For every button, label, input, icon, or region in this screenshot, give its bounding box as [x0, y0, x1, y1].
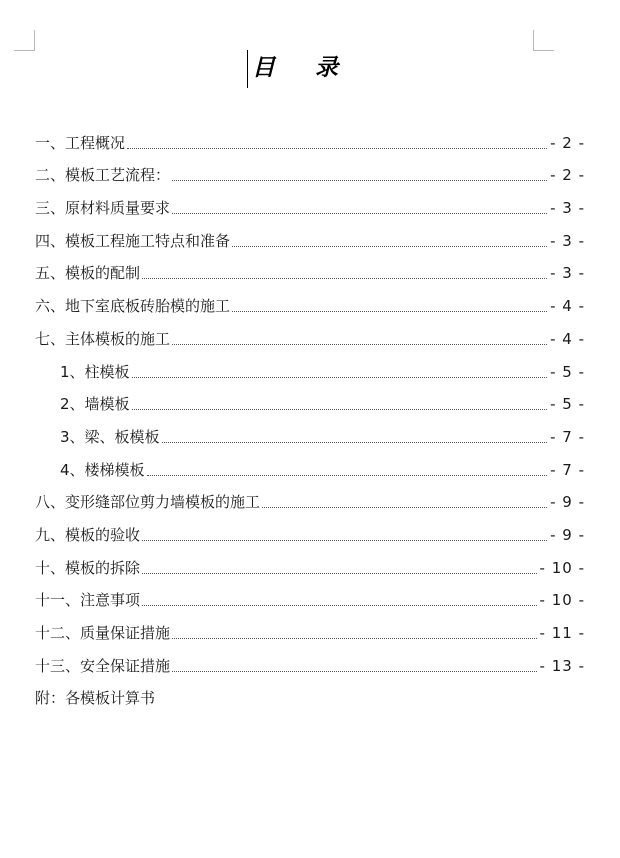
- toc-dot-leader: [172, 671, 537, 672]
- toc-dot-leader: [172, 638, 537, 639]
- toc-entry-page-number: - 9 -: [550, 493, 585, 512]
- toc-dot-leader: [132, 409, 548, 410]
- toc-appendix-text: 附：各模板计算书: [35, 689, 156, 708]
- toc-entry[interactable]: [35, 643, 585, 676]
- toc-entry[interactable]: [35, 218, 585, 251]
- toc-entry-text: 十一、注意事项: [35, 591, 141, 610]
- toc-entry-text: 七、主体模板的施工: [35, 329, 171, 348]
- toc-entry-text: 四、模板工程施工特点和准备: [35, 231, 231, 250]
- toc-entry-text: 八、变形缝部位剪力墙模板的施工: [35, 493, 261, 512]
- toc-entry-page-number: - 10 -: [539, 558, 585, 577]
- toc-entry[interactable]: [35, 251, 585, 284]
- toc-entry-page-number: - 13 -: [539, 656, 585, 675]
- toc-entry[interactable]: [35, 610, 585, 643]
- toc-appendix-row[interactable]: [35, 676, 585, 709]
- toc-dot-leader: [142, 605, 537, 606]
- toc-entry-page-number: - 10 -: [539, 591, 585, 610]
- toc-entry-page-number: - 5 -: [550, 395, 585, 414]
- toc-entry-page-number: - 4 -: [550, 297, 585, 316]
- toc-entry-page-number: - 3 -: [550, 199, 585, 218]
- text-cursor: [247, 50, 248, 88]
- toc-entry-page-number: - 5 -: [550, 362, 585, 381]
- toc-entry-text: 二、模板工艺流程：: [35, 166, 171, 185]
- toc-dot-leader: [142, 278, 547, 279]
- toc-entry-page-number: - 3 -: [550, 231, 585, 250]
- toc-dot-leader: [162, 442, 548, 443]
- toc-entry-text: 3、梁、板模板: [60, 427, 160, 446]
- toc-dot-leader: [232, 311, 547, 312]
- toc-entry-page-number: - 7 -: [550, 427, 585, 446]
- toc-dot-leader: [142, 573, 537, 574]
- toc-entry-text: 三、原材料质量要求: [35, 199, 171, 218]
- toc-dot-leader: [127, 148, 547, 149]
- toc-entry[interactable]: [35, 447, 585, 480]
- toc-entry-text: 六、地下室底板砖胎模的施工: [35, 297, 231, 316]
- toc-entry[interactable]: [35, 382, 585, 415]
- toc-entry-text: 十、模板的拆除: [35, 558, 141, 577]
- toc-entries: [35, 120, 585, 676]
- toc-entry[interactable]: [35, 545, 585, 578]
- toc-entry-text: 十二、质量保证措施: [35, 624, 171, 642]
- toc-entry[interactable]: [35, 414, 585, 447]
- toc-entry-page-number: - 3 -: [550, 264, 585, 283]
- toc-entry-text: 1、柱模板: [60, 362, 130, 381]
- toc-entry[interactable]: [35, 349, 585, 382]
- document-title: 目 录: [252, 54, 355, 81]
- page-corner-mark-top-right: [533, 30, 554, 51]
- toc-dot-leader: [172, 180, 547, 181]
- toc-entry[interactable]: [35, 578, 585, 611]
- toc-entry-text: 十三、安全保证措施: [35, 656, 171, 675]
- toc-entry-page-number: - 2 -: [550, 166, 585, 185]
- toc-entry-text: 一、工程概况: [35, 133, 126, 152]
- toc-entry[interactable]: [35, 283, 585, 316]
- toc-dot-leader: [262, 507, 547, 508]
- toc-dot-leader: [147, 475, 548, 476]
- toc-entry-page-number: - 4 -: [550, 329, 585, 348]
- page-corner-mark-top-left: [14, 30, 35, 51]
- toc-entry-text: 2、墙模板: [60, 395, 130, 414]
- toc-dot-leader: [172, 213, 547, 214]
- toc-dot-leader: [132, 377, 548, 378]
- toc-entry-text: 五、模板的配制: [35, 264, 141, 283]
- toc-entry-page-number: - 7 -: [550, 460, 585, 479]
- toc-dot-leader: [172, 344, 547, 345]
- toc-entry[interactable]: [35, 316, 585, 349]
- toc-entry-page-number: - 11 -: [539, 624, 585, 642]
- toc-entry-page-number: - 9 -: [550, 525, 585, 544]
- toc-entry[interactable]: [35, 480, 585, 513]
- toc-entry-text: 九、模板的验收: [35, 525, 141, 544]
- toc-entry[interactable]: [35, 512, 585, 545]
- toc-entry-text: 4、楼梯模板: [60, 460, 145, 479]
- toc-entry-page-number: - 2 -: [550, 133, 585, 152]
- toc-entry[interactable]: [35, 153, 585, 186]
- toc-dot-leader: [142, 540, 547, 541]
- toc-entry[interactable]: [35, 120, 585, 153]
- table-of-contents: [35, 120, 585, 708]
- toc-entry[interactable]: [35, 185, 585, 218]
- toc-dot-leader: [232, 246, 547, 247]
